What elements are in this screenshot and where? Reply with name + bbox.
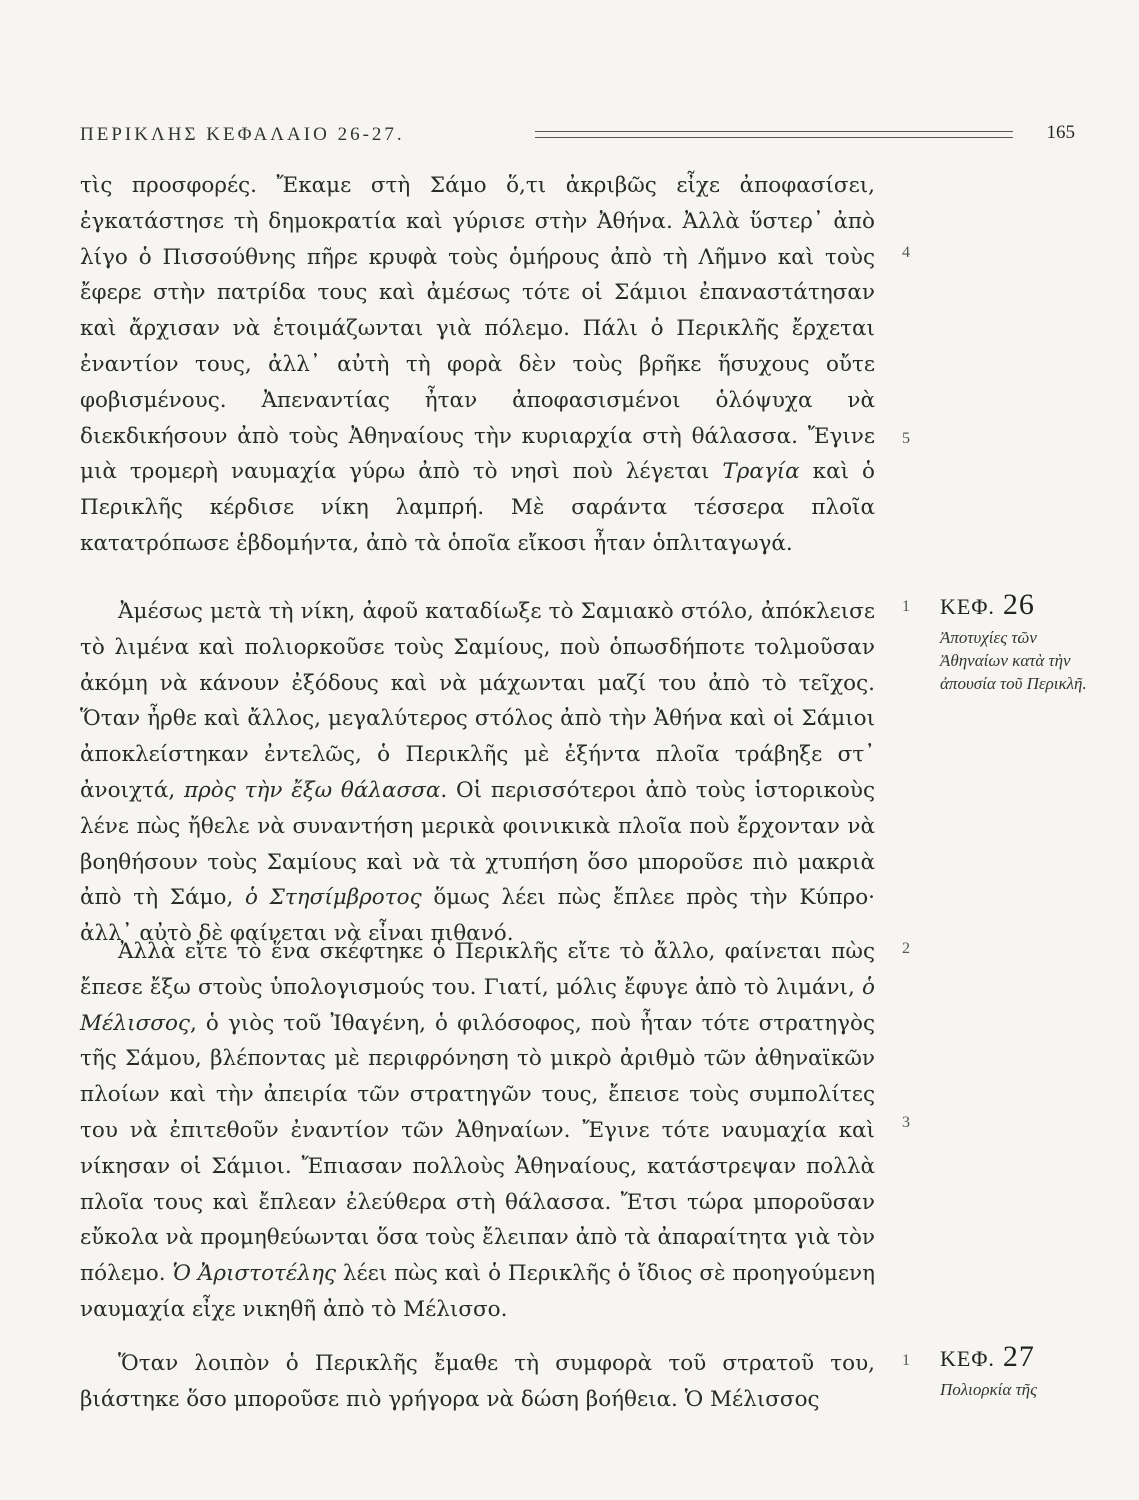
- paragraph-text: ὅμως λέει πὼς ἔπλεε πρὸς τὴν Κύπρο· ἀλλ᾽ αὐτὸ δὲ φαίνεται νὰ εἶναι πιθανό.: [80, 885, 876, 947]
- italic-person-name: ὁ Μέλισσος: [80, 974, 875, 1036]
- line-number: 5: [902, 430, 910, 447]
- paragraph-text: λέει πὼς καὶ ὁ Περικλῆς ὁ ἴδιος σὲ προηγούμενη ναυμαχία εἶχε νικηθῆ ἀπὸ τὸ Μέλισσο.: [80, 1261, 875, 1322]
- running-header: [80, 120, 1075, 150]
- chapter-summary: Πολιορκία τῆς: [940, 1380, 1037, 1399]
- line-number: 3: [902, 1114, 910, 1131]
- paragraph-4: [80, 1346, 875, 1418]
- chapter-heading: [940, 588, 1100, 622]
- paragraph-3: [80, 934, 875, 1328]
- paragraph-text: Ἀμέσως μετὰ τὴ νίκη, ἀφοῦ καταδίωξε τὸ Σαμιακὸ στόλο, ἀπόκλεισε τὸ λιμένα καὶ πολιορκοῦσε τοὺς Σαμίους, ποὺ ὁπωσδήποτε τολμοῦσαν ἀκόμη νὰ κάνουν ἐξόδους καὶ νὰ μάχωνται μαζί του ἀπὸ τὸ τεῖχος. Ὅταν ἦρθε καὶ ἄλλος, μεγαλύτερος στόλος ἀπὸ τὴν Ἀθήνα καὶ οἱ Σάμιοι ἀποκλείστηκαν ἐντελῶς, ὁ Περικλῆς μὲ ἑξήντα πλοῖα τράβηξε στ᾽ ἀνοιχτά,: [80, 599, 875, 803]
- chapter-summary: Ἀποτυχίες τῶν Ἀθηναίων κατὰ τὴν ἀπουσία τοῦ Περικλῆ.: [940, 628, 1087, 693]
- italic-author-name: Ὁ Ἀριστοτέλης: [172, 1261, 336, 1287]
- paragraph-2: [80, 594, 875, 952]
- chapter-label: ΚΕΦ.: [940, 1346, 995, 1371]
- running-title: ΠΕΡΙΚΛΗΣ ΚΕΦΑΛΑΙΟ 26-27.: [80, 124, 405, 145]
- margin-note-chapter-27: [940, 1340, 1100, 1401]
- italic-quotation: πρὸς τὴν ἔξω θάλασσα: [184, 777, 441, 803]
- paragraph-text: Ἀλλὰ εἴτε τὸ ἕνα σκέφτηκε ὁ Περικλῆς εἴτε τὸ ἄλλο, φαίνεται πὼς ἔπεσε ἔξω στοὺς ὑπολογισμούς του. Γιατί, μόλις ἔφυγε ἀπὸ τὸ λιμάνι,: [80, 939, 875, 1000]
- line-number: 1: [902, 1352, 910, 1369]
- page-number: 165: [1046, 122, 1075, 143]
- chapter-label: ΚΕΦ.: [940, 594, 995, 619]
- paragraph-text: Ὅταν λοιπὸν ὁ Περικλῆς ἔμαθε τὴ συμφορὰ τοῦ στρατοῦ του, βιάστηκε ὅσο μποροῦσε πιὸ γρήγορα νὰ δώση βοήθεια. Ὁ Μέλισσος: [80, 1351, 875, 1412]
- paragraph-text: , ὁ γιὸς τοῦ Ἰθαγένη, ὁ φιλόσοφος, ποὺ ἦταν τότε στρατηγὸς τῆς Σάμου, βλέποντας μὲ περιφρόνηση τὸ μικρὸ ἀριθμὸ τῶν ἀθηναϊκῶν πλοίων καὶ τὴν ἀπειρία τῶν στρατηγῶν τους, ἔπεισε τοὺς συμπολίτες του νὰ ἐπιτεθοῦν ἐναντίον τῶν Ἀθηναίων. Ἔγινε τότε ναυμαχία καὶ νίκησαν οἱ Σάμιοι. Ἔπιασαν πολλοὺς Ἀθηναίους, κατάστρεψαν πολλὰ πλοῖα τους καὶ ἔπλεαν ἐλεύθερα στὴ θάλασσα. Ἔτσι τώρα μποροῦσαν εὔκολα νὰ προμηθεύωνται ὅσα τοὺς ἔλειπαν ἀπὸ τὰ ἀπαραίτητα γιὰ τὸν πόλεμο.: [80, 1010, 875, 1287]
- paragraph-text: . Οἱ περισσότεροι ἀπὸ τοὺς ἱστορικοὺς λένε πὼς ἤθελε νὰ συναντήση μερικὰ φοινικικὰ πλοῖα ποὺ ἔρχονταν νὰ βοηθήσουν τοὺς Σαμίους καὶ νὰ τὰ χτυπήση ὅσο μποροῦσε πιὸ μακριὰ ἀπὸ τὴ Σάμο,: [80, 777, 875, 911]
- chapter-number: 26: [1002, 588, 1035, 621]
- line-number: 1: [902, 598, 910, 615]
- paragraph-1: [80, 168, 875, 562]
- margin-note-chapter-26: [940, 588, 1100, 695]
- line-number: 2: [902, 940, 910, 957]
- line-number: 4: [902, 244, 910, 261]
- paragraph-text: τὶς προσφορές. Ἔκαμε στὴ Σάμο ὅ,τι ἀκριβῶς εἶχε ἀποφασίσει, ἐγκατάστησε τὴ δημοκρατία καὶ γύρισε στὴν Ἀθήνα. Ἀλλὰ ὕστερ᾽ ἀπὸ λίγο ὁ Πισσούθνης πῆρε κρυφὰ τοὺς ὁμήρους ἀπὸ τὴ Λῆμνο καὶ τοὺς ἔφερε στὴν πατρίδα τους καὶ ἀμέσως τότε οἱ Σάμιοι ἐπαναστάτησαν καὶ ἄρχισαν νὰ ἑτοιμάζωνται γιὰ πόλεμο. Πάλι ὁ Περικλῆς ἔρχεται ἐναντίον τους, ἀλλ᾽ αὐτὴ τὴ φορὰ δὲν τοὺς βρῆκε ἥσυχους οὔτε φοβισμένους. Ἀπεναντίας ἦταν ἀποφασισμένοι ὁλόψυχα νὰ διεκδικήσουν ἀπὸ τοὺς Ἀθηναίους τὴν κυριαρχία στὴ θάλασσα. Ἔγινε μιὰ τρομερὴ ναυμαχία γύρω ἀπὸ τὸ νησὶ ποὺ λέγεται: [80, 173, 875, 485]
- italic-author-name: ὁ Στησίμβροτος: [245, 885, 422, 911]
- paragraph-text: καὶ ὁ Περικλῆς κέρδισε νίκη λαμπρή. Μὲ σαράντα τέσσερα πλοῖα κατατρόπωσε ἑβδομήντα, ἀπὸ τὰ ὁποῖα εἴκοσι ἦταν ὁπλιταγωγά.: [80, 459, 875, 556]
- chapter-heading: [940, 1340, 1100, 1374]
- italic-place-name: Τραγία: [722, 459, 800, 485]
- chapter-number: 27: [1002, 1340, 1035, 1373]
- header-rule: [535, 131, 1013, 138]
